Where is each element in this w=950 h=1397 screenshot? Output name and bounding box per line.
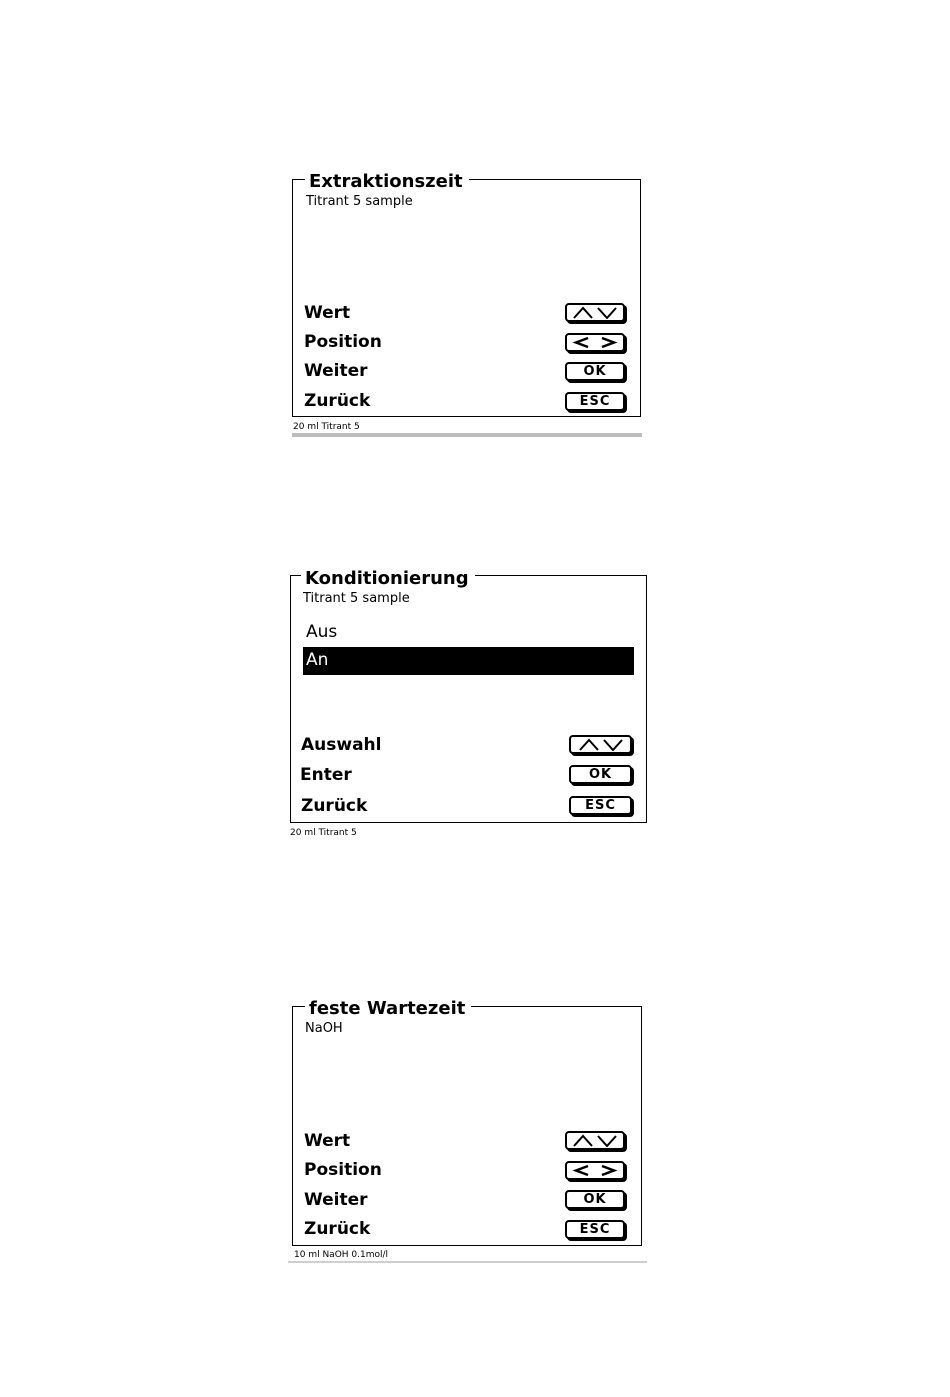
arrows-left-right-icon: [571, 1164, 619, 1177]
screen-title: Extraktionszeit: [305, 172, 469, 192]
arrows-up-down-icon: [571, 306, 619, 319]
screen-title: Konditionierung: [301, 569, 475, 589]
option-aus[interactable]: Aus: [306, 622, 338, 642]
screen-subtitle: NaOH: [305, 1021, 343, 1036]
ok-key[interactable]: OK: [569, 765, 632, 784]
status-bar-line: [292, 433, 642, 437]
row-label-zurueck: Zurück: [304, 1219, 371, 1239]
option-an-selected[interactable]: An: [303, 647, 634, 675]
screen-frame: [290, 575, 647, 823]
screen-frame: [292, 179, 641, 417]
status-left: 20 ml Titrant 5: [293, 422, 360, 432]
status-left: 20 ml Titrant 5: [290, 828, 357, 838]
row-label-position: Position: [304, 332, 382, 352]
screen-subtitle: Titrant 5 sample: [306, 194, 413, 209]
screen-subtitle: Titrant 5 sample: [303, 591, 410, 606]
esc-key[interactable]: ESC: [565, 1220, 625, 1239]
up-down-key[interactable]: [569, 735, 632, 754]
status-left: 10 ml NaOH 0.1mol/l: [294, 1250, 389, 1260]
arrows-up-down-icon: [577, 738, 625, 751]
row-label-zurueck: Zurück: [301, 796, 368, 816]
up-down-key[interactable]: [565, 1131, 625, 1150]
esc-key[interactable]: ESC: [569, 796, 632, 815]
esc-key[interactable]: ESC: [565, 392, 625, 411]
screen-title: feste Wartezeit: [305, 999, 471, 1019]
row-label-position: Position: [304, 1160, 382, 1180]
row-label-auswahl: Auswahl: [301, 735, 382, 755]
row-label-weiter: Weiter: [304, 361, 368, 381]
left-right-key[interactable]: [565, 1161, 625, 1180]
ok-key[interactable]: OK: [565, 362, 625, 381]
ok-key[interactable]: OK: [565, 1190, 625, 1209]
row-label-zurueck: Zurück: [304, 391, 371, 411]
row-label-wert: Wert: [304, 1131, 351, 1151]
arrows-up-down-icon: [571, 1134, 619, 1147]
screen-frame: [292, 1006, 642, 1246]
row-label-enter: Enter: [300, 765, 352, 785]
arrows-left-right-icon: [571, 336, 619, 349]
status-bar-line: [288, 1261, 647, 1263]
up-down-key[interactable]: [565, 303, 625, 322]
row-label-weiter: Weiter: [304, 1190, 368, 1210]
row-label-wert: Wert: [304, 303, 351, 323]
left-right-key[interactable]: [565, 333, 625, 352]
